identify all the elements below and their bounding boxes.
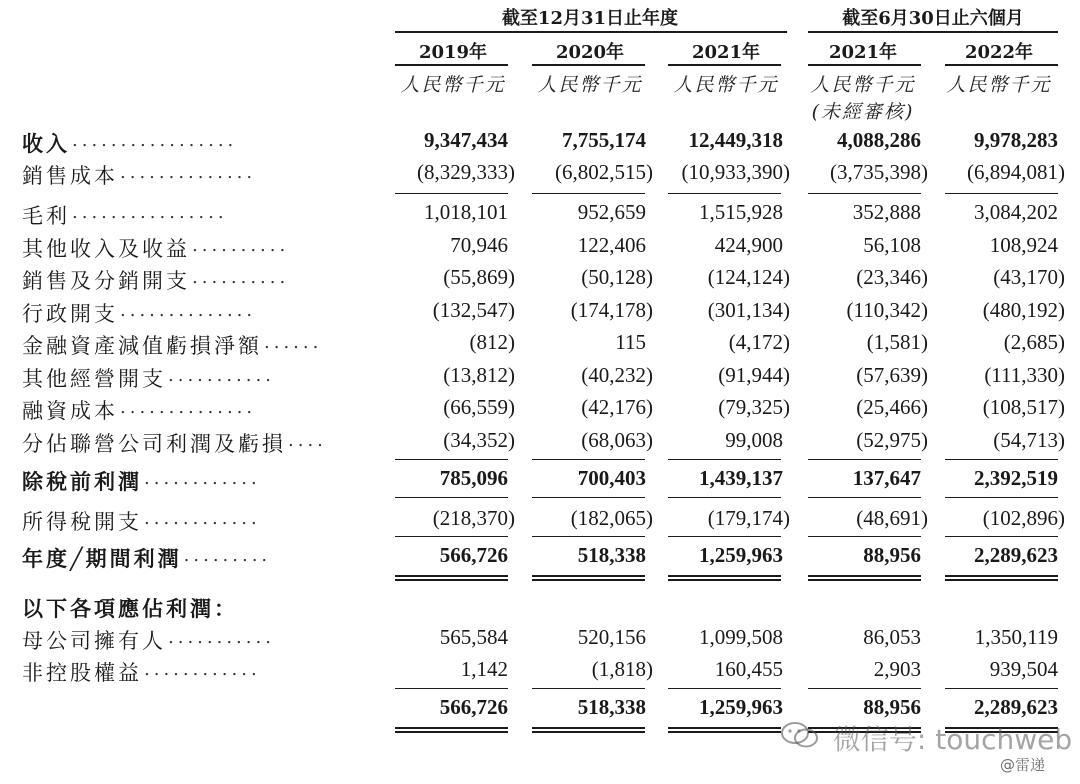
value-cell: (40,232) [581,363,653,387]
value-cell: (8,329,333) [417,160,515,184]
row-label: 以下各項應佔利潤： [22,596,238,621]
value-cell: 108,924 [989,233,1058,257]
value-cell: 2,289,623 [974,695,1058,719]
total-rule [395,579,508,581]
total-rule [668,459,781,460]
value-cell: (50,128) [581,265,653,289]
value-cell: 88,956 [863,695,921,719]
value-cell: 122,406 [577,233,646,257]
column-year-4: 2022年 [964,42,1034,63]
value-cell: (48,691) [856,506,928,530]
value-cell: (13,812) [443,363,515,387]
value-cell: (10,933,390) [681,160,790,184]
value-cell: (34,352) [443,428,515,452]
column-year-underline [532,64,645,66]
wechat-watermark [780,718,1072,758]
row-label: 所得稅開支 [22,510,142,534]
leader-dots: .............. [120,300,257,321]
group-underline-annual [395,31,787,33]
total-rule [395,459,508,460]
leader-dots: .............. [120,397,257,418]
column-year-2: 2021年 [691,42,761,63]
row-label: 年度╱期間利潤 [22,546,182,571]
value-cell: 3,084,202 [974,200,1058,224]
total-rule [945,575,1058,577]
group-header-annual: 截至12月31日止年度 [501,8,679,29]
column-note-3: (未經審核) [811,101,915,123]
value-cell: 1,259,963 [699,543,783,567]
value-cell: 952,659 [577,200,646,224]
leader-dots: ........... [168,627,275,648]
value-cell: 12,449,318 [688,128,783,152]
value-cell: 9,978,283 [974,128,1058,152]
leader-dots: .... [288,430,327,451]
value-cell: (1,581) [866,330,928,354]
leader-dots: ............ [144,468,261,489]
total-rule [808,497,921,498]
total-rule [668,575,781,577]
total-rule [668,193,781,194]
value-cell: (480,192) [982,298,1065,322]
value-cell: 1,439,137 [699,466,783,490]
value-cell: 86,053 [863,625,921,649]
row-label: 母公司擁有人 [22,629,166,653]
value-cell: 566,726 [439,543,508,567]
value-cell: 566,726 [439,695,508,719]
value-cell: (2,685) [1003,330,1065,354]
row-label: 除稅前利潤 [22,469,142,494]
group-header-half-year: 截至6月30日止六個月 [842,8,1024,29]
column-year-3: 2021年 [828,42,898,63]
total-rule [532,579,645,581]
value-cell: 137,647 [852,466,921,490]
value-cell: (179,174) [707,506,790,530]
row-label: 毛利 [22,204,70,228]
leader-dots: ........... [168,365,275,386]
value-cell: 518,338 [577,695,646,719]
value-cell: (1,818) [591,657,653,681]
row-label: 其他經營開支 [22,367,166,391]
value-cell: 88,956 [863,543,921,567]
column-year-0: 2019年 [418,42,488,63]
leader-dots: .......... [192,235,290,256]
column-unit-1: 人民幣千元 [537,74,643,96]
total-rule [808,575,921,577]
value-cell: 2,903 [873,657,921,681]
value-cell: (124,124) [707,265,790,289]
value-cell: 4,088,286 [837,128,921,152]
column-year-underline [668,64,781,66]
total-rule [532,727,645,729]
row-label: 分佔聯營公司利潤及虧損 [22,432,286,456]
value-cell: (43,170) [993,265,1065,289]
total-rule [945,497,1058,498]
total-rule [808,579,921,581]
value-cell: 160,455 [714,657,783,681]
column-year-underline [945,64,1058,66]
value-cell: (812) [469,330,515,354]
total-rule [395,193,508,194]
total-rule [945,579,1058,581]
value-cell: (218,370) [432,506,515,530]
total-rule [668,688,781,689]
leader-dots: ................ [72,202,228,223]
value-cell: 70,946 [450,233,508,257]
value-cell: 99,008 [725,428,783,452]
row-label: 銷售及分銷開支 [22,269,190,293]
value-cell: 2,392,519 [974,466,1058,490]
value-cell: (52,975) [856,428,928,452]
value-cell: (182,065) [570,506,653,530]
value-cell: 939,504 [989,657,1058,681]
leader-dots: .......... [192,267,290,288]
value-cell: (6,802,515) [555,160,653,184]
total-rule [532,459,645,460]
row-label: 融資成本 [22,399,118,423]
wechat-id-text: 微信号: touchweb [832,723,1073,756]
total-rule [945,536,1058,537]
value-cell: (102,896) [982,506,1065,530]
value-cell: 9,347,434 [424,128,508,152]
row-label: 金融資產減值虧損淨額 [22,334,262,358]
value-cell: 352,888 [852,200,921,224]
value-cell: (301,134) [707,298,790,322]
total-rule [808,193,921,194]
value-cell: 1,259,963 [699,695,783,719]
value-cell: 1,142 [460,657,508,681]
wechat-icon [780,720,820,757]
total-rule [668,731,781,733]
total-rule [532,193,645,194]
value-cell: 1,350,119 [974,625,1058,649]
total-rule [668,579,781,581]
leader-dots: ......... [183,545,272,566]
column-unit-4: 人民幣千元 [946,74,1052,96]
value-cell: 565,584 [439,625,508,649]
row-label: 銷售成本 [22,164,118,188]
value-cell: (23,346) [856,265,928,289]
total-rule [808,459,921,460]
group-underline-half-year [808,31,1058,33]
value-cell: (111,330) [984,363,1065,387]
leader-dots: .............. [120,162,257,183]
total-rule [395,575,508,577]
leader-dots: ...... [264,332,323,353]
total-rule [808,536,921,537]
column-unit-2: 人民幣千元 [673,74,779,96]
value-cell: 1,018,101 [424,200,508,224]
total-rule [808,688,921,689]
value-cell: 56,108 [863,233,921,257]
leader-dots: ............ [144,508,261,529]
value-cell: (79,325) [718,395,790,419]
column-unit-0: 人民幣千元 [400,74,506,96]
value-cell: (57,639) [856,363,928,387]
value-cell: (3,735,398) [830,160,928,184]
leader-dots: ................. [72,130,238,151]
value-cell: (91,944) [718,363,790,387]
column-year-1: 2020年 [555,42,625,63]
row-label: 收入 [22,131,70,156]
value-cell: (25,466) [856,395,928,419]
value-cell: (6,894,081) [967,160,1065,184]
brand-watermark: @雷递 [1000,756,1046,774]
value-cell: 785,096 [439,466,508,490]
column-year-underline [395,64,508,66]
value-cell: 520,156 [577,625,646,649]
row-label: 其他收入及收益 [22,237,190,261]
total-rule [532,497,645,498]
value-cell: (110,342) [846,298,928,322]
value-cell: (174,178) [570,298,653,322]
total-rule [532,731,645,733]
value-cell: 2,289,623 [974,543,1058,567]
total-rule [945,688,1058,689]
value-cell: 424,900 [714,233,783,257]
total-rule [532,536,645,537]
total-rule [395,536,508,537]
row-label: 行政開支 [22,302,118,326]
value-cell: 115 [615,330,646,354]
total-rule [395,731,508,733]
value-cell: (66,559) [443,395,515,419]
value-cell: 1,099,508 [699,625,783,649]
value-cell: (42,176) [581,395,653,419]
column-year-underline [808,64,921,66]
row-label: 非控股權益 [22,661,142,685]
total-rule [945,459,1058,460]
total-rule [668,497,781,498]
value-cell: (132,547) [432,298,515,322]
value-cell: 700,403 [577,466,646,490]
total-rule [395,497,508,498]
total-rule [945,193,1058,194]
value-cell: 1,515,928 [699,200,783,224]
value-cell: (68,063) [581,428,653,452]
total-rule [668,536,781,537]
total-rule [668,727,781,729]
column-unit-3: 人民幣千元 [810,74,916,96]
value-cell: 7,755,174 [562,128,646,152]
value-cell: (55,869) [443,265,515,289]
total-rule [395,727,508,729]
total-rule [532,575,645,577]
total-rule [395,688,508,689]
value-cell: (108,517) [982,395,1065,419]
leader-dots: ............ [144,659,261,680]
total-rule [532,688,645,689]
value-cell: 518,338 [577,543,646,567]
value-cell: (54,713) [993,428,1065,452]
value-cell: (4,172) [728,330,790,354]
